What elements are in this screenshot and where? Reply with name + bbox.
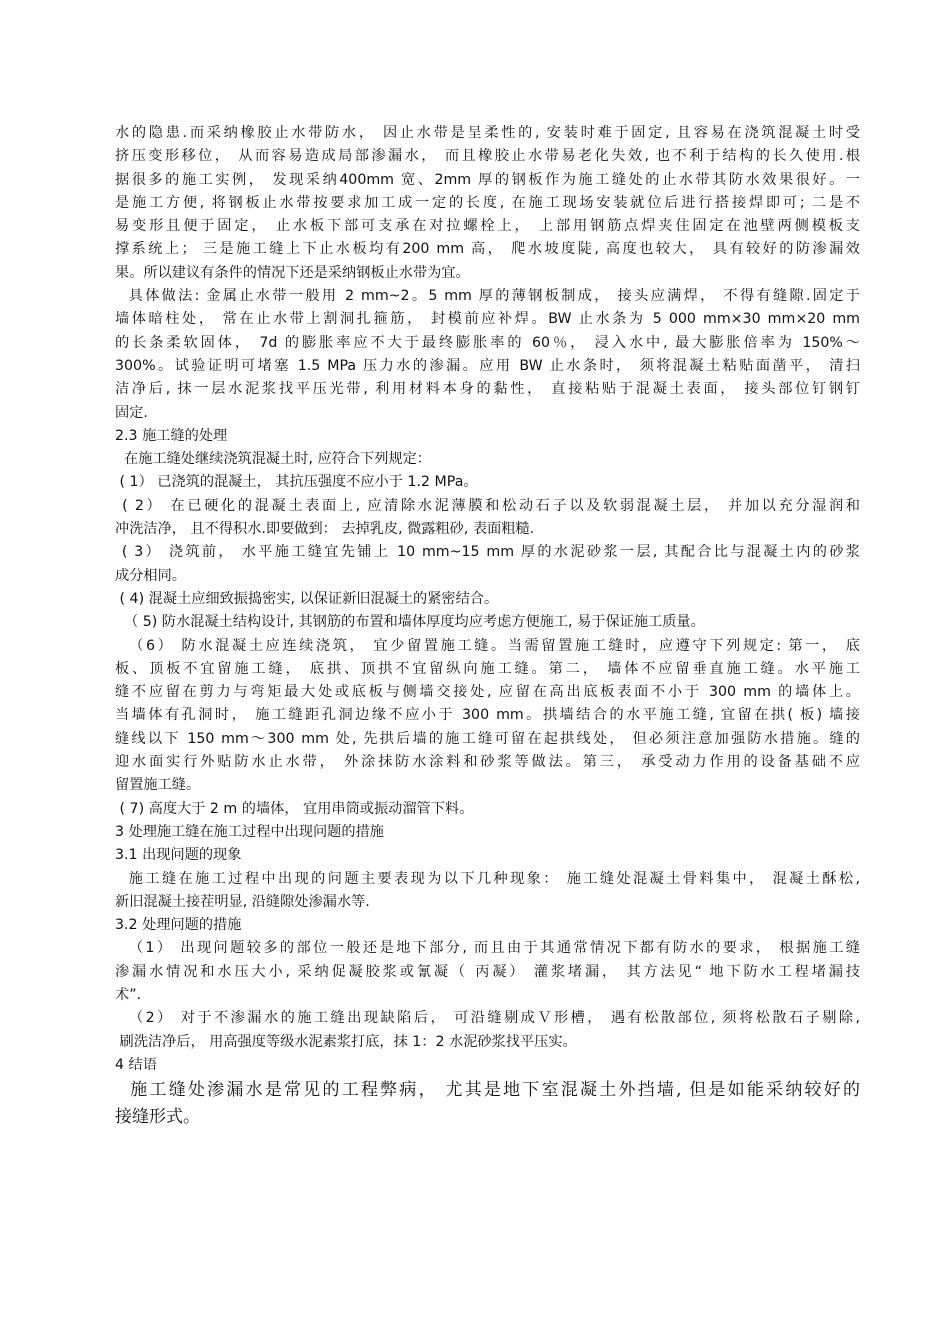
paragraph-line: 挤压变形移位， 从而容易造成局部渗漏水， 而且橡胶止水带易老化失效, 也不利于结构的长久使用.根 <box>115 148 860 165</box>
list-item: （ 5) 防水混凝土结构设计, 其钢筋的布置和墙体厚度均应考虑方便施工, 易于保证施工质量。 <box>115 614 705 631</box>
section-heading: 3 处理施工缝在施工过程中出现问题的措施 <box>115 823 384 840</box>
paragraph-line: 术”. <box>115 986 142 1003</box>
paragraph-line: 的长条柔软固体， 7d 的膨胀率应不大于最终膨胀率的 60％， 浸入水中, 最大膨胀倍率为 150%～ <box>115 334 860 351</box>
paragraph-line: 施工缝在施工过程中出现的问题主要表现为以下几种现象： 施工缝处混凝土骨料集中， 混凝土酥松, <box>115 870 860 887</box>
conclusion-line: 施工缝处渗漏水是常见的工程弊病， 尤其是地下室混凝土外挡墙, 但是如能采纳较好的 <box>115 1080 860 1101</box>
paragraph-line: 撑系统上； 三是施工缝上下止水板均有200 mm 高， 爬水坡度陡, 高度也较大， 具有较好的防渗漏效 <box>115 241 860 258</box>
conclusion-line: 接缝形式。 <box>115 1107 200 1128</box>
list-item: （1） 出现问题较多的部位一般还是地下部分, 而且由于其通常情况下都有防水的要求， 根据施工缝 <box>115 940 860 957</box>
paragraph-line: 渗漏水情况和水压大小, 采纳促凝胶浆或氰凝（ 丙凝） 灌浆堵漏， 其方法见“ 地下防水工程堵漏技 <box>115 963 860 980</box>
paragraph-line: 新旧混凝土接茬明显, 沿缝隙处渗漏水等. <box>115 893 370 910</box>
paragraph-line: 当墙体有孔洞时， 施工缝距孔洞边缘不应小于 300 mm。拱墙结合的水平施工缝, 宜留在拱( 板) 墙接 <box>115 707 860 724</box>
list-item: ( 2） 在已硬化的混凝土表面上, 应清除水泥薄膜和松动石子以及软弱混凝土层， 并加以充分湿润和 <box>115 497 860 514</box>
list-item: （6） 防水混凝土应连续浇筑， 宜少留置施工缝。当需留置施工缝时，应遵守下列规定: 第一， 底 <box>115 637 860 654</box>
section-heading: 4 结语 <box>115 1056 157 1073</box>
document-body <box>115 122 860 1131</box>
paragraph-line: 墙体暗柱处， 常在止水带上割洞扎箍筋， 封模前应补焊。BW 止水条为 5 000 mm×30 mm×20 mm <box>115 311 860 328</box>
paragraph-line: 是施工方便, 将钢板止水带按要求加工成一定的长度, 在施工现场安装就位后进行搭接焊即可; 二是不 <box>115 194 860 211</box>
paragraph-line: 缝线以下 150 mm～300 mm 处, 先拱后墙的施工缝可留在起拱线处， 但必须注意加强防水措施。缝的 <box>115 730 860 747</box>
list-item: ( 3） 浇筑前， 水平施工缝宜先铺上 10 mm~15 mm 厚的水泥砂浆一层, 其配合比与混凝土内的砂浆 <box>115 544 860 561</box>
paragraph-line: 留置施工缝。 <box>115 777 201 794</box>
paragraph-line: 冲洗洁净， 且不得积水.即要做到： 去掉乳皮, 微露粗砂, 表面粗糙. <box>115 521 535 538</box>
paragraph-line: 洁净后, 抹一层水泥浆找平压光带, 利用材料本身的黏性， 直接粘贴于混凝土表面， 接头部位钉钢钉 <box>115 381 860 398</box>
list-item: ( 4) 混凝土应细致振捣密实, 以保证新旧混凝土的紧密结合。 <box>115 590 499 607</box>
paragraph-line: 据很多的施工实例， 发现采纳400mm 宽、2mm 厚的钢板作为施工缝处的止水带其防水效果很好。一 <box>115 171 860 188</box>
paragraph-line: 缝不应留在剪力与弯矩最大处或底板与侧墙交接处, 应留在高出底板表面不小于 300 mm 的墙体上。 <box>115 684 860 701</box>
paragraph-line: 易变形且便于固定， 止水板下部可支承在对拉螺栓上， 上部用钢筋点焊夹住固定在池壁两侧模板支 <box>115 218 860 235</box>
paragraph-line: 在施工缝处继续浇筑混凝土时, 应符合下列规定： <box>115 451 431 468</box>
paragraph-line: 果。所以建议有条件的情况下还是采纳钢板止水带为宜。 <box>115 264 470 281</box>
paragraph-line: 具体做法: 金属止水带一般用 2 mm~2。5 mm 厚的薄钢板制成， 接头应满焊， 不得有缝隙.固定于 <box>115 288 860 305</box>
paragraph-line: 刷洗洁净后， 用高强度等级水泥素浆打底，抹 1：2 水泥砂浆找平压实。 <box>115 1033 577 1050</box>
section-heading: 2.3 施工缝的处理 <box>115 427 228 444</box>
paragraph-line: 300%。试验证明可堵塞 1.5 MPa 压力水的渗漏。应用 BW 止水条时， 须将混凝土粘贴面凿平， 清扫 <box>115 357 860 374</box>
paragraph-line: 成分相同。 <box>115 567 186 584</box>
list-item: ( 7) 高度大于 2 m 的墙体， 宜用串筒或振动溜管下料。 <box>115 800 474 817</box>
subsection-heading: 3.1 出现问题的现象 <box>115 847 242 864</box>
subsection-heading: 3.2 处理问题的措施 <box>115 917 242 934</box>
paragraph-line: 迎水面实行外贴防水止水带， 外涂抹防水涂料和砂浆等做法。第三， 承受动力作用的设备基础不应 <box>115 754 860 771</box>
paragraph-line: 固定. <box>115 404 148 421</box>
paragraph-line: 板、顶板不宜留施工缝， 底拱、顶拱不宜留纵向施工缝。第二， 墙体不应留垂直施工缝。水平施工 <box>115 660 860 677</box>
list-item: （2） 对于不渗漏水的施工缝出现缺陷后， 可沿缝剔成Ｖ形槽， 遇有松散部位, 须将松散石子剔除, <box>115 1010 860 1027</box>
paragraph-line: 水的隐患.而采纳橡胶止水带防水， 因止水带是呈柔性的, 安装时难于固定, 且容易在浇筑混凝土时受 <box>115 125 860 141</box>
list-item: ( 1） 已浇筑的混凝土， 其抗压强度不应小于 1.2 MPa。 <box>115 474 478 491</box>
